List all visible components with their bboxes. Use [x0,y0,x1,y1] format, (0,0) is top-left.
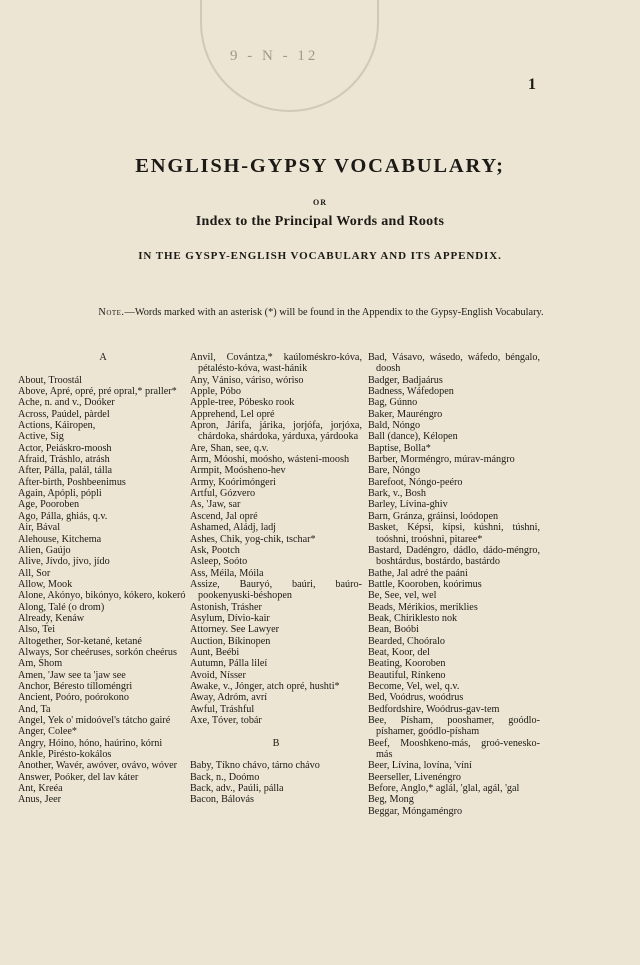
vocabulary-entry: Ago, Pálla, ghiás, q.v. [18,510,108,522]
vocabulary-entry: Before, Anglo,* aglál, 'glal, agál, 'gal [368,783,520,795]
vocabulary-entry: Asleep, Soóto [190,556,248,568]
vocabulary-entry: Again, Apópli, pópli [18,488,102,500]
vocabulary-entry: Army, Koórimóngeri [190,476,276,488]
vocabulary-entry: Alone, Akónyo, bikónyo, kókero, kokeró [18,590,186,602]
note [62,306,580,320]
vocabulary-entry: Assize, Bauryó, baúri, baúro-pookenyuski-béshopen [190,578,362,602]
vocabulary-entry: Active, Sig [18,431,64,443]
vocabulary-entry: Bean, Boóbi [368,624,419,636]
vocabulary-entry: Axe, Tóver, tobár [190,715,262,726]
vocabulary-entry: Bed, Voódrus, woódrus [368,692,464,704]
section-letter: B [272,737,280,749]
vocabulary-entry: Alive, Jívdo, jívo, jído [18,556,110,568]
vocabulary-entry: About, Troostál [18,374,82,386]
vocabulary-entry: Back, n., Doómo [190,771,260,783]
vocabulary-entry: Beautiful, Rínkeno [368,669,446,681]
vocabulary-entry: Another, Wavér, awóver, ovávo, wóver [18,760,178,772]
vocabulary-entry: Ascend, Jal opré [190,510,258,522]
vocabulary-entry: Bearded, Choóralo [368,635,445,647]
vocabulary-entry: After, Pálla, palál, tálla [18,465,113,477]
stamp-text: 9 - N - 12 [230,48,319,64]
vocabulary-entry: Apron, Járifa, járika, jorjófa, jorjóxa, chárdoka, shárdoka, yárduxa, yárdooka [190,420,362,443]
vocabulary-entry: Also, Tei [18,624,56,636]
vocabulary-entry: Ache, n. and v., Doóker [18,397,115,409]
vocabulary-entry: Beerseller, Livenéngro [368,771,461,783]
vocabulary-entry: Apple-tree, Póbesko rook [190,397,295,409]
vocabulary-entry: Alien, Gaújo [18,544,71,556]
vocabulary-entry: Away, Adróm, avrí [190,692,268,704]
vocabulary-entry: Ancient, Poóro, poórokono [18,692,129,704]
vocabulary-entry: Become, Vel, wel, q.v. [368,680,460,692]
page-subtitle-secondary: IN THE GYSPY-ENGLISH VOCABULARY AND ITS APPENDIX. [138,250,502,262]
or-divider: OR [313,198,327,207]
vocabulary-entry: Artful, Gózvero [190,488,256,500]
vocabulary-entry: Beef, Mooshkeno-más, groó-venesko-más [368,737,540,761]
vocabulary-entry: Afraid, Tráshlo, atrásh [18,454,110,466]
vocabulary-column-3 [368,352,540,817]
entry-spacer [18,363,188,374]
vocabulary-entry: Awful, Tráshful [190,703,255,715]
vocabulary-entry: Beer, Lívina, lovína, 'víní [368,760,472,772]
vocabulary-entry: Be, See, vel, wel [368,590,437,602]
vocabulary-entry: And, Ta [18,703,51,715]
vocabulary-entry: Ant, Kreéa [18,783,63,795]
vocabulary-entry: Beggar, Móngaméngro [368,805,463,817]
vocabulary-entry: Angry, Hóino, hóno, haúrino, kórni [18,737,163,749]
vocabulary-entry: Always, Sor cheéruses, sorkón cheérus [18,646,177,658]
vocabulary-entry: Beating, Kooroben [368,658,446,670]
entry-spacer [190,726,362,737]
vocabulary-entry: Age, Pooroben [18,499,80,511]
vocabulary-entry: Along, Talé (o drom) [18,601,105,613]
vocabulary-entry: Badness, Wáfedopen [368,386,454,398]
vocabulary-entry: Angel, Yek o' midoóvel's tátcho gairé [18,715,171,726]
vocabulary-entry: Anus, Jeer [18,794,62,806]
vocabulary-column-2 [190,352,362,806]
vocabulary-entry: Are, Shan, see, q.v. [190,442,269,454]
vocabulary-entry: Bacon, Bálovás [190,794,254,806]
note-text: —Words marked with an asterisk (*) will be found in the Appendix to the Gypsy-English Vocabulary. [124,307,544,318]
vocabulary-entry: Bag, Gúnno [368,397,418,409]
vocabulary-entry: Basket, Képsi, kípsi, kúshni, túshni, toóshni, troóshni, pitaree* [368,522,540,545]
vocabulary-entry: Baker, Mauréngro [368,408,443,420]
vocabulary-entry: Across, Paúdel, pàrdel [18,408,110,420]
vocabulary-entry: Asylum, Dívio-kair [190,612,270,624]
vocabulary-entry: Amen, 'Jaw see ta 'jaw see [18,669,126,681]
vocabulary-entry: Bare, Nóngo [368,465,421,477]
note-label: Note. [98,307,125,318]
vocabulary-entry: Auction, Bíkinopen [190,635,271,647]
vocabulary-entry: Ashes, Chik, yog-chik, tschar* [190,533,316,545]
vocabulary-entry: Apprehend, Lel opré [190,408,275,420]
vocabulary-entry: Beat, Koor, del [368,646,430,658]
vocabulary-entry: All, Sor [18,567,51,579]
vocabulary-entry: Armpit, Moósheno-hev [190,465,286,477]
vocabulary-entry: Battle, Kooroben, koórimus [368,578,482,590]
vocabulary-entry: Baptise, Bolla* [368,442,431,454]
vocabulary-entry: Anvil, Covántza,* kaúloméskro-kóva, pétalésto-kóva, wast-hánik [190,352,362,375]
vocabulary-entry: Anger, Colee* [18,726,78,738]
vocabulary-entry: Above, Apré, opré, pré opral,* praller* [18,386,177,398]
vocabulary-entry: Baby, Tíkno chávo, tárno chávo [190,760,320,772]
vocabulary-entry: Ask, Pootch [190,544,240,556]
vocabulary-entry: Actions, Káiropen, [18,420,96,432]
vocabulary-entry: Ball (dance), Kélopen [368,431,458,443]
vocabulary-entry: Awake, v., Jónger, atch opré, hushti* [190,680,340,692]
vocabulary-entry: Ass, Méila, Móila [190,567,264,579]
vocabulary-column-1 [18,352,188,806]
vocabulary-entry: Barefoot, Nóngo-peéro [368,476,463,488]
vocabulary-entry: Am, Shom [18,658,63,670]
vocabulary-entry: Answer, Poóker, del lav káter [18,771,139,783]
vocabulary-entry: Back, adv., Paúli, pálla [190,783,284,795]
vocabulary-entry: Anchor, Béresto tílloméngri [18,680,133,692]
vocabulary-entry: Bastard, Dadéngro, dádlo, dádo-méngro, boshtárdus, bostárdo, bastárdo [368,544,540,568]
vocabulary-entry: Bedfordshire, Woódrus-gav-tem [368,703,500,715]
vocabulary-entry: Air, Bával [18,522,61,534]
page-subtitle: Index to the Principal Words and Roots [195,214,445,229]
vocabulary-entry: Badger, Badjaárus [368,374,443,386]
vocabulary-entry: Arm, Móoshi, moósho, wásteni-moosh [190,454,350,466]
vocabulary-entry: Barn, Gránza, gráinsi, loódopen [368,510,499,522]
entry-spacer [190,749,362,760]
vocabulary-entry: Actor, Peiáskro-moosh [18,442,112,454]
vocabulary-entry: As, 'Jaw, sar [190,499,241,511]
vocabulary-entry: Barber, Morméngro, múrav-mángro [368,454,515,466]
vocabulary-entry: Bark, v., Bosh [368,488,426,500]
vocabulary-entry: Astonish, Trásher [190,601,262,613]
vocabulary-entry: Beg, Mong [368,794,414,806]
vocabulary-entry: Barley, Lívina-ghiv [368,499,448,511]
vocabulary-entry: Beak, Chiriklesto nok [368,612,458,624]
vocabulary-entry: Ankle, Pirésto-kokálos [18,749,112,761]
vocabulary-entry: Bad, Vásavo, wásedo, wáfedo, béngalo, doosh [368,352,540,375]
vocabulary-entry: Bald, Nóngo [368,420,421,432]
vocabulary-entry: Attorney. See Lawyer [190,624,280,636]
vocabulary-entry: Alehouse, Kitchema [18,533,102,545]
vocabulary-entry: Any, Vániso, váriso, wóriso [190,374,304,386]
vocabulary-entry: Aunt, Beébi [190,646,240,658]
vocabulary-entry: Ashamed, Aládj, ladj [190,522,277,534]
vocabulary-entry: Beads, Mérikios, meriklies [368,601,478,613]
page-number: 1 [528,76,536,93]
page-title: ENGLISH-GYPSY VOCABULARY; [135,155,505,177]
section-letter: A [99,352,107,363]
vocabulary-entry: Apple, Póbo [190,386,241,398]
vocabulary-entry: Bathe, Jal adré the paáni [368,567,468,579]
vocabulary-entry: Avoid, Nísser [190,669,246,681]
vocabulary-entry: Altogether, Sor-ketané, ketané [18,635,142,647]
vocabulary-entry: Autumn, Pálla lileí [190,658,268,670]
vocabulary-entry: Already, Kenáw [18,612,85,624]
vocabulary-entry: Bee, Písham, pooshamer, goódlo-píshamer, goódlo-písham [368,715,540,738]
vocabulary-entry: Allow, Mook [18,578,73,590]
vocabulary-entry: After-birth, Poshbeenimus [18,476,126,488]
